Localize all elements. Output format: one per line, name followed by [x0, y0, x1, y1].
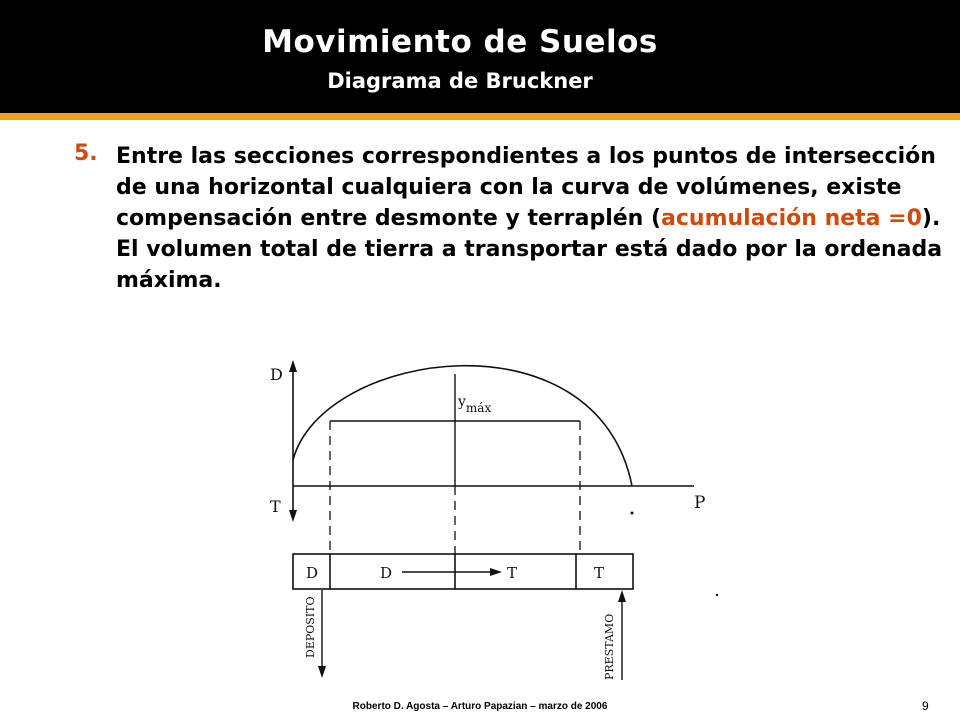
- footer-credit: Roberto D. Agosta – Arturo Papazian – marzo de 2006: [352, 701, 608, 712]
- axis-bottom-label: T: [270, 497, 281, 516]
- page-number: 9: [922, 699, 929, 713]
- slide-title: Movimiento de Suelos: [262, 24, 658, 60]
- stray-dot: [631, 512, 634, 515]
- axis-down-arrow: [289, 510, 297, 522]
- item-text-before: Entre las secciones correspondientes a los puntos de intersección de una horizontal cualquiera con la curva de volúmenes, existe compensación entre desmonte y terraplén (: [116, 144, 936, 231]
- item-highlight: acumulación neta =0: [661, 206, 922, 231]
- strip-cell-3: T: [507, 564, 518, 582]
- prestamo-arrow-head: [618, 590, 626, 602]
- y-label: y: [458, 394, 466, 410]
- item-number: 5.: [74, 141, 98, 166]
- slide-header: [0, 0, 960, 113]
- strip-cell-2: D: [380, 564, 393, 582]
- y-subscript: máx: [465, 401, 492, 415]
- volume-curve: [293, 366, 632, 486]
- axis-top-label: D: [270, 365, 283, 384]
- strip-cell-4: T: [594, 564, 605, 582]
- strip-cell-1: D: [306, 564, 319, 582]
- bruckner-diagram: [262, 340, 732, 686]
- item-text-second: El volumen total de tierra a transportar está dado por la ordenada máxima.: [116, 237, 943, 293]
- y-max-label: [457, 394, 491, 415]
- slide-subtitle: Diagrama de Bruckner: [327, 69, 593, 93]
- axis-up-arrow: [289, 360, 297, 372]
- deposito-arrow-head: [318, 666, 326, 678]
- stray-dot-2: [716, 594, 718, 596]
- header-divider: [0, 113, 960, 120]
- prestamo-label: PRESTAMO: [603, 613, 616, 680]
- transport-arrow-head: [490, 568, 502, 576]
- item-text-after: ).: [921, 206, 941, 231]
- deposito-label: DEPOSITO: [304, 596, 317, 658]
- item-text: [116, 141, 946, 296]
- axis-right-label: P: [694, 493, 706, 513]
